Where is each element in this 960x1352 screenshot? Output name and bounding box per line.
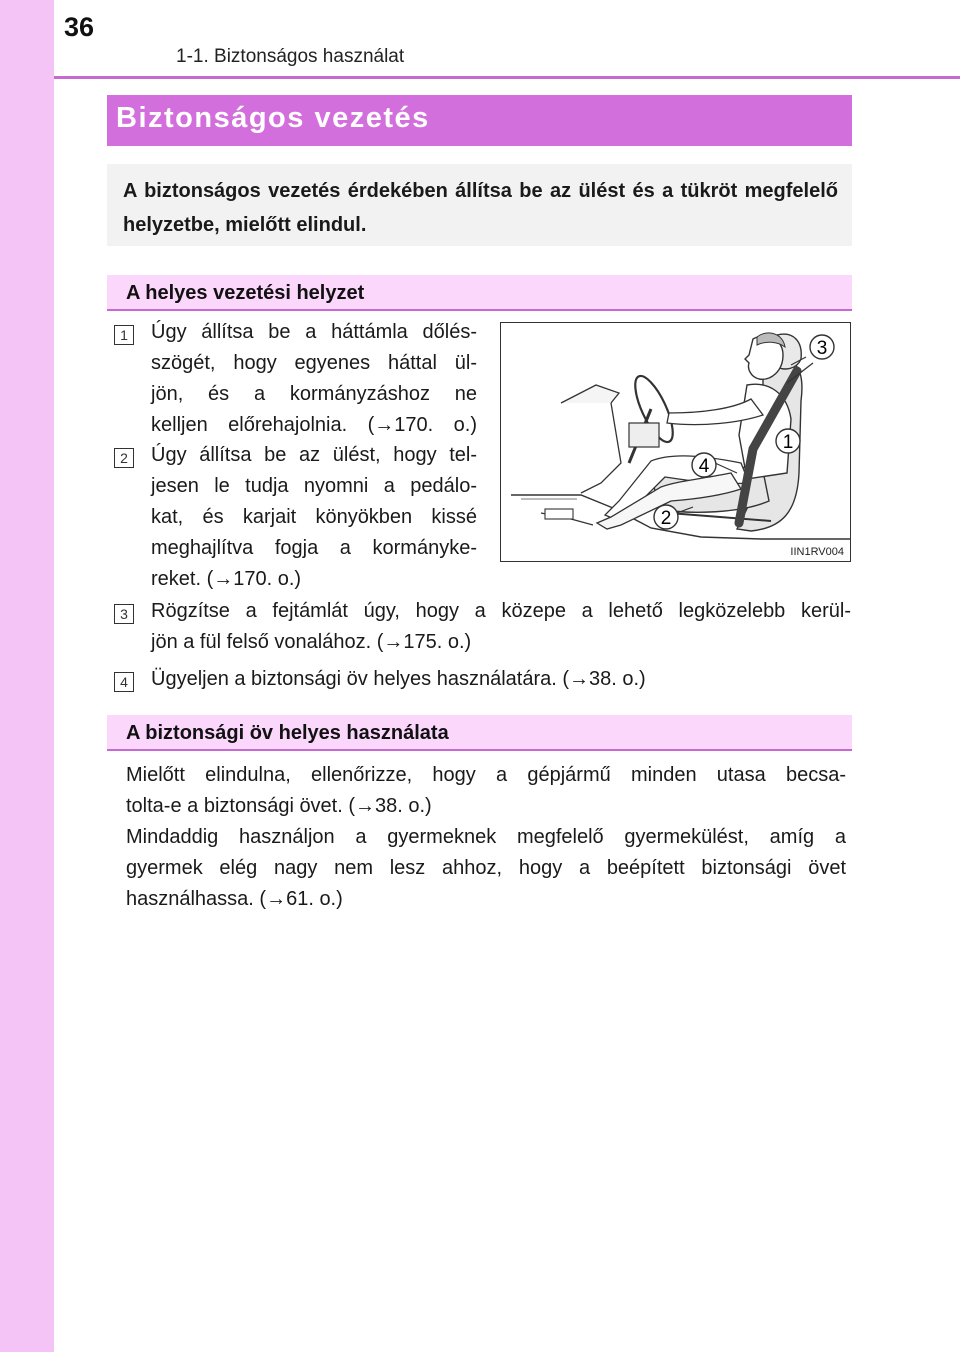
item-1-line: kelljen előrehajolnia. (→170. o.) (151, 414, 477, 436)
page-side-tab (0, 0, 54, 1352)
item-3-line: jön a fül felső vonalához. (→175. o.) (151, 631, 472, 653)
item-2-line: jesen le tudja nyomni a pedálo- (151, 475, 477, 497)
figure-code: IIN1RV004 (790, 546, 844, 558)
item-marker-3: 3 (114, 604, 134, 624)
figure-callout-2 (654, 505, 678, 529)
chapter-title: 1-1. Biztonságos használat (176, 46, 405, 67)
seatbelt-line: gyermek elég nagy nem lesz ahhoz, hogy a beépített biztonsági övet (126, 857, 846, 879)
driving-position-figure (500, 322, 851, 562)
seatbelt-paragraph (126, 760, 846, 915)
figure-callout-3 (810, 335, 834, 359)
item-marker-1: 1 (114, 325, 134, 345)
item-text-1 (151, 317, 477, 441)
subsection-title-seatbelt: A biztonsági öv helyes használata (126, 722, 449, 744)
item-text-4 (151, 664, 851, 695)
driver-seat-illustration (501, 323, 850, 561)
item-2-line: reket. (→170. o.) (151, 568, 302, 590)
item-1-line: jön, és a kormányzáshoz ne (151, 383, 477, 405)
figure-callout-4-label: 4 (698, 456, 710, 477)
item-1-line: Úgy állítsa be a háttámla dőlés- (151, 321, 477, 343)
seatbelt-line: Mindaddig használjon a gyermeknek megfelelő gyermekülést, amíg a (126, 826, 846, 848)
item-marker-4: 4 (114, 672, 134, 692)
figure-callout-1 (776, 429, 800, 453)
seatbelt-line: használhassa. (→61. o.) (126, 888, 343, 910)
figure-callout-4 (692, 453, 716, 477)
item-marker-2: 2 (114, 448, 134, 468)
figure-callout-2-label: 2 (660, 508, 672, 529)
figure-callout-3-label: 3 (816, 338, 828, 359)
item-4-line: Ügyeljen a biztonsági öv helyes használatára. (→38. o.) (151, 668, 646, 690)
subsection-title-driving-position: A helyes vezetési helyzet (126, 282, 365, 304)
figure-callout-1-label: 1 (782, 432, 794, 453)
seatbelt-line: tolta-e a biztonsági övet. (→38. o.) (126, 795, 432, 817)
item-2-line: meghajlítva fogja a kormányke- (151, 537, 477, 559)
item-text-3 (151, 596, 851, 658)
item-3-line: Rögzítse a fejtámlát úgy, hogy a közepe a lehető legközelebb kerül- (151, 600, 851, 622)
page-number: 36 (64, 12, 95, 42)
header-divider (54, 76, 960, 79)
item-2-line: Úgy állítsa be az ülést, hogy tel- (151, 444, 477, 466)
item-1-line: szögét, hogy egyenes háttal ül- (151, 352, 477, 374)
item-text-2 (151, 440, 477, 595)
seatbelt-line: Mielőtt elindulna, ellenőrizze, hogy a gépjármű minden utasa becsa- (126, 764, 846, 786)
section-title: Biztonságos vezetés (116, 102, 430, 134)
intro-box: A biztonságos vezetés érdekében állítsa be az ülést és a tükröt megfelelő helyzetbe, mielőtt elindul. (107, 164, 852, 246)
item-2-line: kat, és karjait könyökben kissé (151, 506, 477, 528)
